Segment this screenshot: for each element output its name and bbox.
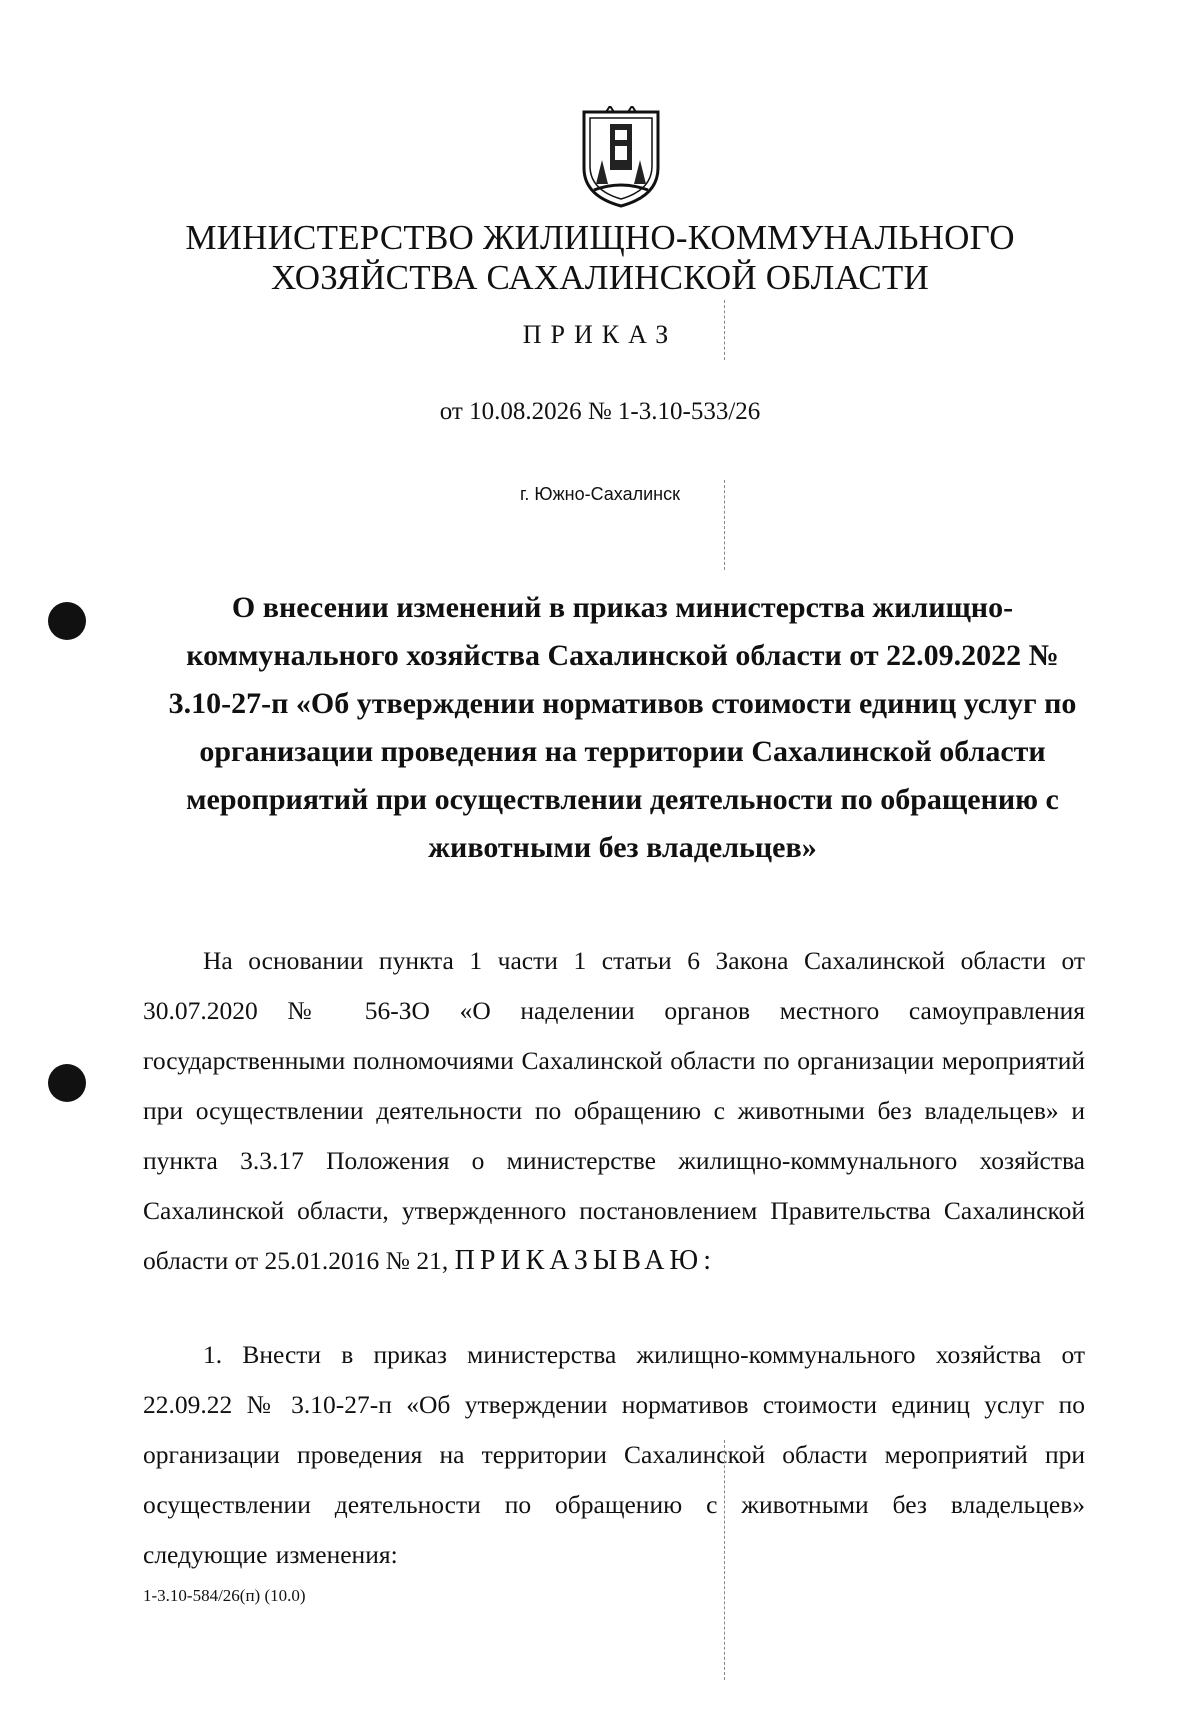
scan-fold-line	[724, 1440, 725, 1680]
body-paragraph-1	[143, 936, 1085, 1286]
ministry-name-line2: ХОЗЯЙСТВА САХАЛИНСКОЙ ОБЛАСТИ	[271, 258, 929, 297]
order-word: ПРИКАЗЫВАЮ:	[454, 1245, 716, 1276]
scan-fold-line	[724, 480, 725, 570]
body-paragraph-2: 1. Внести в приказ министерства жилищно-коммунального хозяйства от 22.09.22 № 3.10-27-п «Об утверждении нормативов стоимости единиц услуг по организации проведения на территории Сахалинской области мероприятий при осуществлении деятельности по обращению с животными без владельцев» следующие изменения:	[143, 1340, 1085, 1569]
hole-punch-mark	[48, 1064, 86, 1102]
document-type: ПРИКАЗ	[522, 320, 678, 349]
hole-punch-mark	[48, 602, 86, 640]
scan-fold-line	[724, 300, 725, 360]
order-date-number: от 10.08.2026 № 1-3.10-533/26	[439, 398, 761, 425]
city-name: г. Южно-Сахалинск	[520, 484, 680, 504]
footer-document-code: 1-3.10-584/26(п) (10.0)	[143, 1586, 306, 1605]
document-title: О внесении изменений в приказ министерства жилищно-коммунального хозяйства Сахалинской области от 22.09.2022 № 3.10-27-п «Об утверждении нормативов стоимости единиц услуг по организации проведения на территории Сахалинской области мероприятий при осуществлении деятельности по обращению с животными без владельцев»	[168, 591, 1077, 864]
ministry-name-line1: МИНИСТЕРСТВО ЖИЛИЩНО-КОММУНАЛЬНОГО	[185, 218, 1015, 257]
paragraph-1-text: На основании пункта 1 части 1 статьи 6 Закона Сахалинской области от 30.07.2020 № 56-ЗО «О наделении органов местного самоуправления государственными полномочиями Сахалинской области по организации мероприятий при осуществлении деятельности по обращению с животными без владельцев» и пункта 3.3.17 Положения о министерстве жилищно-коммунального хозяйства Сахалинской области, утвержденного постановлением Правительства Сахалинской области от 25.01.2016 № 21,	[143, 946, 1085, 1275]
ministry-name	[150, 218, 1050, 298]
sakhalin-coat-of-arms-icon	[576, 106, 666, 210]
